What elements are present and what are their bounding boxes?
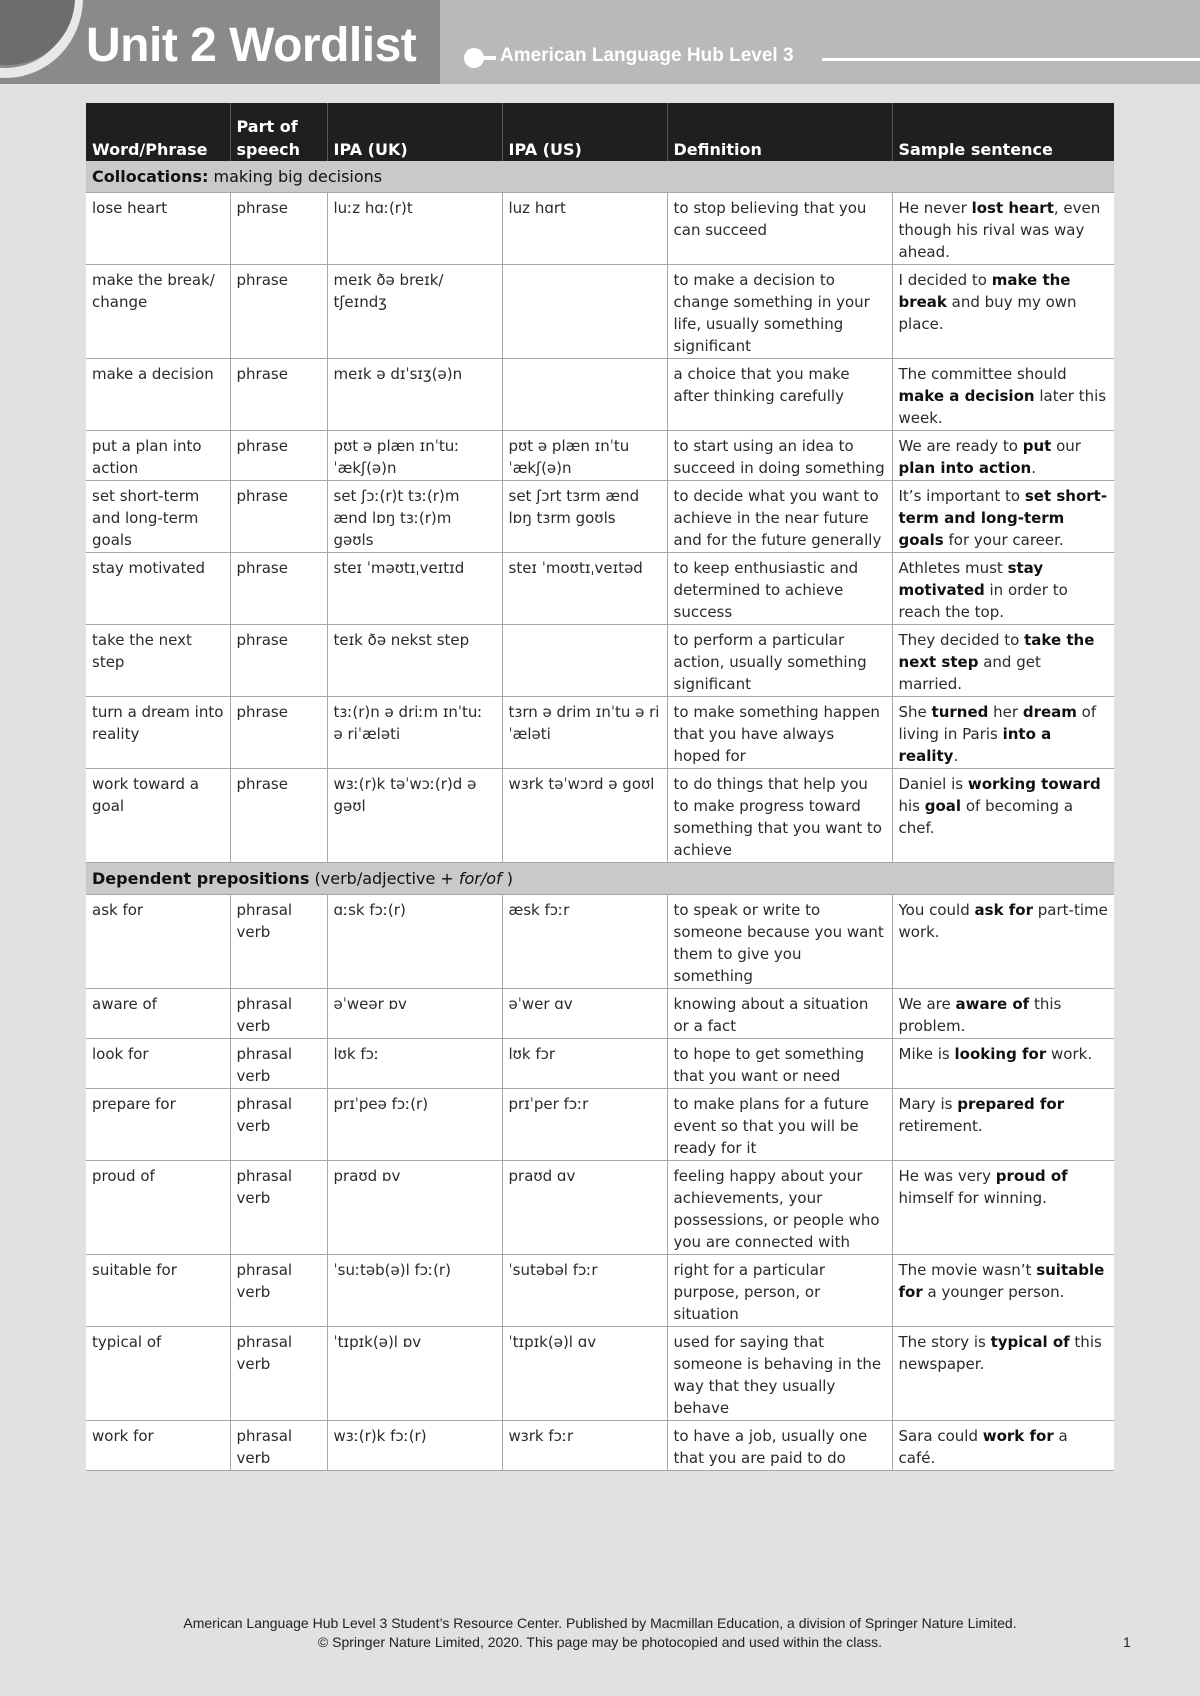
footer-publisher-line: American Language Hub Level 3 Student’s Resource Center. Published by Macmillan Education, a division of Springer Nature Limited. — [183, 1615, 1017, 1631]
word-cell: make the break/ change — [86, 265, 230, 359]
ipa-uk-cell: praʊd ɒv — [327, 1161, 502, 1255]
sample-sentence-cell: They decided to take the next step and get married. — [892, 625, 1114, 697]
sample-sentence-cell: He was very proud of himself for winning. — [892, 1161, 1114, 1255]
ipa-uk-cell: tɜː(r)n ə driːm ɪnˈtuː ə riˈæləti — [327, 697, 502, 769]
ipa-us-cell — [502, 265, 667, 359]
part-of-speech-cell: phrase — [230, 625, 327, 697]
table-row — [86, 431, 1114, 481]
sample-sentence-cell: The story is typical of this newspaper. — [892, 1327, 1114, 1421]
ipa-uk-cell: teɪk ðə nekst step — [327, 625, 502, 697]
table-row — [86, 553, 1114, 625]
ipa-us-cell: prɪˈper fɔːr — [502, 1089, 667, 1161]
ipa-uk-cell: wɜː(r)k təˈwɔː(r)d ə gəʊl — [327, 769, 502, 863]
word-cell: set short-term and long-term goals — [86, 481, 230, 553]
section-title — [86, 161, 1114, 193]
part-of-speech-cell: phrase — [230, 553, 327, 625]
ipa-us-cell: ˈsutəbəl fɔːr — [502, 1255, 667, 1327]
ipa-us-cell — [502, 359, 667, 431]
word-cell: typical of — [86, 1327, 230, 1421]
table-body — [86, 161, 1114, 1471]
part-of-speech-cell: phrasal verb — [230, 1089, 327, 1161]
definition-cell: feeling happy about your achievements, your possessions, or people who you are connected with — [667, 1161, 892, 1255]
ipa-us-cell: pʊt ə plæn ɪnˈtu ˈækʃ(ə)n — [502, 431, 667, 481]
part-of-speech-cell: phrase — [230, 769, 327, 863]
word-cell: work for — [86, 1421, 230, 1471]
ipa-us-cell: æsk fɔːr — [502, 895, 667, 989]
word-cell: prepare for — [86, 1089, 230, 1161]
part-of-speech-cell: phrase — [230, 265, 327, 359]
word-cell: proud of — [86, 1161, 230, 1255]
sample-sentence-cell: Mike is looking for work. — [892, 1039, 1114, 1089]
table-row — [86, 989, 1114, 1039]
definition-cell: to make a decision to change something in your life, usually something significant — [667, 265, 892, 359]
ipa-us-cell: wɜrk fɔːr — [502, 1421, 667, 1471]
sample-sentence-cell: Sara could work for a café. — [892, 1421, 1114, 1471]
table-row — [86, 1089, 1114, 1161]
part-of-speech-cell: phrasal verb — [230, 1421, 327, 1471]
ipa-uk-cell: wɜː(r)k fɔː(r) — [327, 1421, 502, 1471]
ipa-uk-cell: ɑːsk fɔː(r) — [327, 895, 502, 989]
table-row — [86, 769, 1114, 863]
section-title-rest: making big decisions — [208, 167, 383, 186]
definition-cell: to do things that help you to make progress toward something that you want to achieve — [667, 769, 892, 863]
definition-cell: used for saying that someone is behaving in the way that they usually behave — [667, 1327, 892, 1421]
sample-sentence-cell: I decided to make the break and buy my own place. — [892, 265, 1114, 359]
table-row — [86, 1039, 1114, 1089]
table-row — [86, 625, 1114, 697]
table-row — [86, 481, 1114, 553]
column-header: Sample sentence — [892, 103, 1114, 161]
ipa-us-cell: set ʃɔrt tɜrm ænd lɒŋ tɜrm goʊls — [502, 481, 667, 553]
section-title — [86, 863, 1114, 895]
table-row — [86, 1161, 1114, 1255]
ipa-uk-cell: steɪ ˈməʊtɪˌveɪtɪd — [327, 553, 502, 625]
table-header-row — [86, 103, 1114, 161]
section-title-main: Collocations: — [92, 167, 209, 186]
part-of-speech-cell: phrasal verb — [230, 1161, 327, 1255]
page-number: 1 — [1123, 1634, 1131, 1650]
word-cell: turn a dream into reality — [86, 697, 230, 769]
definition-cell: to start using an idea to succeed in doing something — [667, 431, 892, 481]
decorative-disc-icon — [0, 0, 75, 65]
sample-sentence-cell: The movie wasn’t suitable for a younger person. — [892, 1255, 1114, 1327]
column-header: Definition — [667, 103, 892, 161]
sample-sentence-cell: We are aware of this problem. — [892, 989, 1114, 1039]
section-row — [86, 161, 1114, 193]
definition-cell: to make plans for a future event so that you will be ready for it — [667, 1089, 892, 1161]
definition-cell: to speak or write to someone because you want them to give you something — [667, 895, 892, 989]
part-of-speech-cell: phrase — [230, 481, 327, 553]
section-title-italic: for/of — [458, 869, 502, 888]
sample-sentence-cell: You could ask for part-time work. — [892, 895, 1114, 989]
ipa-us-cell: ˈtɪpɪk(ə)l ɑv — [502, 1327, 667, 1421]
sample-sentence-cell: He never lost heart, even though his rival was way ahead. — [892, 193, 1114, 265]
column-header: Word/Phrase — [86, 103, 230, 161]
word-cell: look for — [86, 1039, 230, 1089]
definition-cell: to decide what you want to achieve in the near future and for the future generally — [667, 481, 892, 553]
word-cell: put a plan into action — [86, 431, 230, 481]
section-row — [86, 863, 1114, 895]
sample-sentence-cell: We are ready to put our plan into action. — [892, 431, 1114, 481]
ipa-uk-cell: əˈweər ɒv — [327, 989, 502, 1039]
ipa-us-cell: praʊd ɑv — [502, 1161, 667, 1255]
header-divider — [822, 58, 1200, 61]
wordlist-table — [86, 103, 1114, 1471]
definition-cell: to stop believing that you can succeed — [667, 193, 892, 265]
ipa-uk-cell: meɪk ðə breɪk/ tʃeɪndʒ — [327, 265, 502, 359]
ipa-uk-cell: ˈsuːtəb(ə)l fɔː(r) — [327, 1255, 502, 1327]
ipa-uk-cell: luːz hɑː(r)t — [327, 193, 502, 265]
table-row — [86, 1421, 1114, 1471]
part-of-speech-cell: phrase — [230, 697, 327, 769]
definition-cell: to perform a particular action, usually something significant — [667, 625, 892, 697]
part-of-speech-cell: phrasal verb — [230, 1255, 327, 1327]
table-row — [86, 697, 1114, 769]
footer — [0, 1614, 1200, 1652]
part-of-speech-cell: phrasal verb — [230, 1039, 327, 1089]
part-of-speech-cell: phrase — [230, 193, 327, 265]
ipa-uk-cell: set ʃɔː(r)t tɜː(r)m ænd lɒŋ tɜː(r)m gəʊls — [327, 481, 502, 553]
ipa-us-cell: luz hɑrt — [502, 193, 667, 265]
word-cell: lose heart — [86, 193, 230, 265]
definition-cell: to make something happen that you have always hoped for — [667, 697, 892, 769]
ipa-us-cell: tɜrn ə drim ɪnˈtu ə riˈæləti — [502, 697, 667, 769]
word-cell: suitable for — [86, 1255, 230, 1327]
part-of-speech-cell: phrasal verb — [230, 989, 327, 1039]
column-header: IPA (UK) — [327, 103, 502, 161]
definition-cell: a choice that you make after thinking carefully — [667, 359, 892, 431]
part-of-speech-cell: phrasal verb — [230, 895, 327, 989]
ipa-us-cell: lʊk fɔr — [502, 1039, 667, 1089]
page-title: Unit 2 Wordlist — [86, 19, 417, 72]
sample-sentence-cell: The committee should make a decision later this week. — [892, 359, 1114, 431]
sample-sentence-cell: Mary is prepared for retirement. — [892, 1089, 1114, 1161]
part-of-speech-cell: phrasal verb — [230, 1327, 327, 1421]
series-name: American Language Hub Level 3 — [500, 45, 794, 66]
section-title-end: ) — [501, 869, 513, 888]
column-header: Part of speech — [230, 103, 327, 161]
footer-copyright-line: © Springer Nature Limited, 2020. This page may be photocopied and used within the class. — [317, 1634, 883, 1650]
ipa-uk-cell: prɪˈpeə fɔː(r) — [327, 1089, 502, 1161]
ipa-us-cell: wɜrk təˈwɔrd ə goʊl — [502, 769, 667, 863]
table-row — [86, 193, 1114, 265]
table-row — [86, 1327, 1114, 1421]
header-title-panel — [0, 0, 440, 84]
word-cell: aware of — [86, 989, 230, 1039]
word-cell: make a decision — [86, 359, 230, 431]
sample-sentence-cell: Athletes must stay motivated in order to reach the top. — [892, 553, 1114, 625]
ipa-us-cell: əˈwer ɑv — [502, 989, 667, 1039]
table-row — [86, 1255, 1114, 1327]
definition-cell: to hope to get something that you want or need — [667, 1039, 892, 1089]
table-row — [86, 895, 1114, 989]
bullet-dash-icon — [480, 56, 496, 60]
word-cell: stay motivated — [86, 553, 230, 625]
word-cell: take the next step — [86, 625, 230, 697]
ipa-us-cell: steɪ ˈmoʊtɪˌveɪtəd — [502, 553, 667, 625]
part-of-speech-cell: phrase — [230, 359, 327, 431]
word-cell: work toward a goal — [86, 769, 230, 863]
column-header: IPA (US) — [502, 103, 667, 161]
ipa-uk-cell: pʊt ə plæn ɪnˈtuː ˈækʃ(ə)n — [327, 431, 502, 481]
definition-cell: to have a job, usually one that you are paid to do — [667, 1421, 892, 1471]
page-header — [0, 0, 1200, 84]
definition-cell: knowing about a situation or a fact — [667, 989, 892, 1039]
section-title-rest: (verb/adjective + — [309, 869, 459, 888]
sample-sentence-cell: She turned her dream of living in Paris into a reality. — [892, 697, 1114, 769]
ipa-us-cell — [502, 625, 667, 697]
part-of-speech-cell: phrase — [230, 431, 327, 481]
ipa-uk-cell: ˈtɪpɪk(ə)l ɒv — [327, 1327, 502, 1421]
ipa-uk-cell: lʊk fɔː — [327, 1039, 502, 1089]
sample-sentence-cell: It’s important to set short-term and long-term goals for your career. — [892, 481, 1114, 553]
word-cell: ask for — [86, 895, 230, 989]
sample-sentence-cell: Daniel is working toward his goal of becoming a chef. — [892, 769, 1114, 863]
definition-cell: right for a particular purpose, person, or situation — [667, 1255, 892, 1327]
definition-cell: to keep enthusiastic and determined to achieve success — [667, 553, 892, 625]
section-title-main: Dependent prepositions — [92, 869, 310, 888]
table-row — [86, 265, 1114, 359]
table-row — [86, 359, 1114, 431]
ipa-uk-cell: meɪk ə dɪˈsɪʒ(ə)n — [327, 359, 502, 431]
